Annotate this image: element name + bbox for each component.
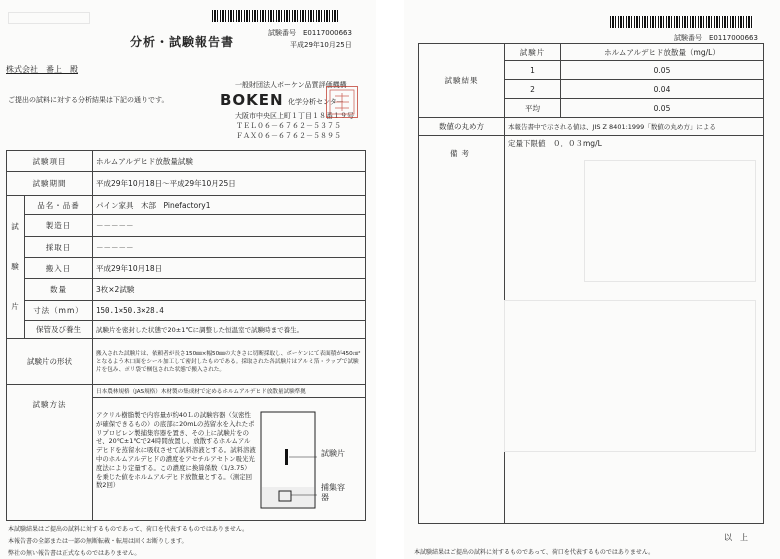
rounding-label: 数値の丸め方 (419, 118, 505, 136)
specimen-group-char: 試 (11, 222, 20, 231)
quantity-value: 3枚×2試験 (93, 279, 366, 301)
row-collection-date (7, 237, 366, 258)
report-date: 平成29年10月25日 (290, 41, 352, 49)
remarks-label: 備考 (419, 136, 505, 524)
issuer-tel: ＴＥＬ０６－６７６２－５３７５ (236, 122, 341, 130)
arrival-date-label: 搬入日 (25, 258, 93, 279)
storage-value: 試験片を密封した状態で20±1℃に調整した恒温室で試験時まで養生。 (93, 321, 366, 339)
row-storage (7, 321, 366, 339)
specimen-group-label (7, 196, 25, 339)
dimensions-value: 150.1×50.3×28.4 (93, 301, 366, 321)
footer-note-1: 本試験結果はご提出の試料に対するものであって、荷口を代表するものではありません。 (8, 526, 249, 533)
row-product-name (7, 196, 366, 215)
quantity-label: 数量 (25, 279, 93, 301)
result-sample: 平均 (505, 99, 561, 118)
test-item-label: 試験項目 (7, 151, 93, 172)
row-test-item (7, 151, 366, 172)
test-item-value: ホルムアルデヒド放散量試験 (93, 151, 366, 172)
method-standard: 日本農林規格（JAS規格）木材製の集成材で定めるホルムアルデヒド放散量試験準拠 (93, 385, 365, 398)
results-header-row (419, 44, 764, 61)
shape-label: 試験片の形状 (7, 339, 93, 385)
header-sample: 試験片 (505, 44, 561, 61)
specimen-group-char: 験 (11, 262, 20, 271)
header-value: ホルムアルデヒド放散量（mg/L） (561, 44, 764, 61)
result-value: 0.04 (561, 80, 764, 99)
row-arrival-date (7, 258, 366, 279)
row-dimensions (7, 301, 366, 321)
method-cell (93, 385, 366, 521)
diagram-label-container: 捕集容器 (321, 483, 345, 502)
report-page-1 (0, 0, 376, 559)
method-description: アクリル樹脂製で内容量が約40Ｌの試験容器（気密性が確保できるもの）の底部に20mLの蒸留水を入れたポリプロピレン製捕集容器を置き、その上に試験片をのせ、20℃±1℃で24時間放置し、放散するホルムアルデヒドを蒸留水に吸収させて試料溶液とする。試料溶液中のホルムアルデヒドの濃度をアセチルアセトン吸光光度法により定量する。この濃度に換算係数（1/3.75）を乗じた値をホルムアルデヒド放散量とする。（測定回数2回） (96, 411, 256, 490)
method-label: 試験方法 (7, 385, 93, 521)
barcode (610, 16, 754, 28)
barcode (212, 10, 340, 22)
product-name-label: 品名・品番 (25, 196, 93, 215)
bleed-through-grid (504, 300, 756, 452)
row-quantity (7, 279, 366, 301)
row-test-period (7, 172, 366, 196)
manufacture-date-value: －－－－－ (93, 215, 366, 237)
storage-label: 保管及び養生 (25, 321, 93, 339)
row-method (7, 385, 366, 521)
seal-icon (327, 87, 357, 117)
test-apparatus-diagram (259, 409, 363, 513)
footer-note-2: 本報告書の全部または一部の無断転載・転用は固くお断りします。 (8, 538, 188, 545)
boken-logo: BOKEN (220, 91, 284, 109)
base-shade (262, 487, 314, 507)
bleed-through-grid (584, 160, 756, 282)
specimen-shape (285, 449, 288, 465)
results-group-label: 試験結果 (419, 44, 505, 118)
collection-date-label: 採取日 (25, 237, 93, 258)
manufacture-date-label: 製造日 (25, 215, 93, 237)
test-period-label: 試験期間 (7, 172, 93, 196)
result-sample: 1 (505, 61, 561, 80)
issuer-center: 化学分析センター (288, 98, 344, 106)
product-name-value: パイン家具 木部 Pinefactory1 (93, 196, 366, 215)
report-number: 試験番号 E0117000663 (674, 34, 758, 42)
report-page-2 (404, 0, 780, 559)
row-manufacture-date (7, 215, 366, 237)
rounding-row (419, 118, 764, 136)
specimen-info-table (6, 150, 366, 521)
issuer-address: 大阪市中央区上町１丁目１８番１９号 (235, 112, 354, 120)
report-title: 分析・試験報告書 (130, 35, 235, 49)
remarks-value: 定量下限値 ０．０３mg/L (505, 136, 764, 524)
footer-note: 本試験結果はご提出の試料に対するものであって、荷口を代表するものではありません。 (414, 549, 655, 556)
report-number: 試験番号 E0117000663 (268, 29, 352, 37)
specimen-group-char: 片 (11, 302, 20, 311)
result-value: 0.05 (561, 99, 764, 118)
intro-text: ご提出の試料に対する分析結果は下記の通りです。 (8, 96, 169, 104)
row-shape (7, 339, 366, 385)
result-value: 0.05 (561, 61, 764, 80)
recipient: 株式会社 番上 殿 (6, 65, 78, 74)
official-seal-stamp (326, 86, 358, 118)
collection-date-value: －－－－－ (93, 237, 366, 258)
arrival-date-value: 平成29年10月18日 (93, 258, 366, 279)
test-period-value: 平成29年10月18日～平成29年10月25日 (93, 172, 366, 196)
result-sample: 2 (505, 80, 561, 99)
diagram-label-sample: 試験片 (321, 449, 345, 458)
dimensions-label: 寸法（mm） (25, 301, 93, 321)
issuer-fax: ＦＡＸ０６－６７６２－５８９５ (236, 132, 341, 140)
closing-mark: 以 上 (724, 533, 748, 542)
rounding-value: 本報告書中で示される値は、JIS Z 8401:1999「数値の丸め方」による (505, 118, 764, 136)
issuer-org-name: 一般財団法人ボーケン品質評価機構 (235, 81, 347, 89)
shape-value: 搬入された試験片は、依頼者が長さ150㎜×幅50㎜の大きさに切断採取し、ボーケンにて表面積が450㎝²となるよう木口面をシール加工して密封したものである。採取された各試験片はアルミ箔・ラップで試験片を包み、ポリ袋で梱包された状態で搬入された。 (93, 339, 366, 385)
bleed-through-text (8, 12, 90, 24)
footer-note-3: 弊社の無い報告書は正式なものではありません。 (8, 550, 141, 557)
